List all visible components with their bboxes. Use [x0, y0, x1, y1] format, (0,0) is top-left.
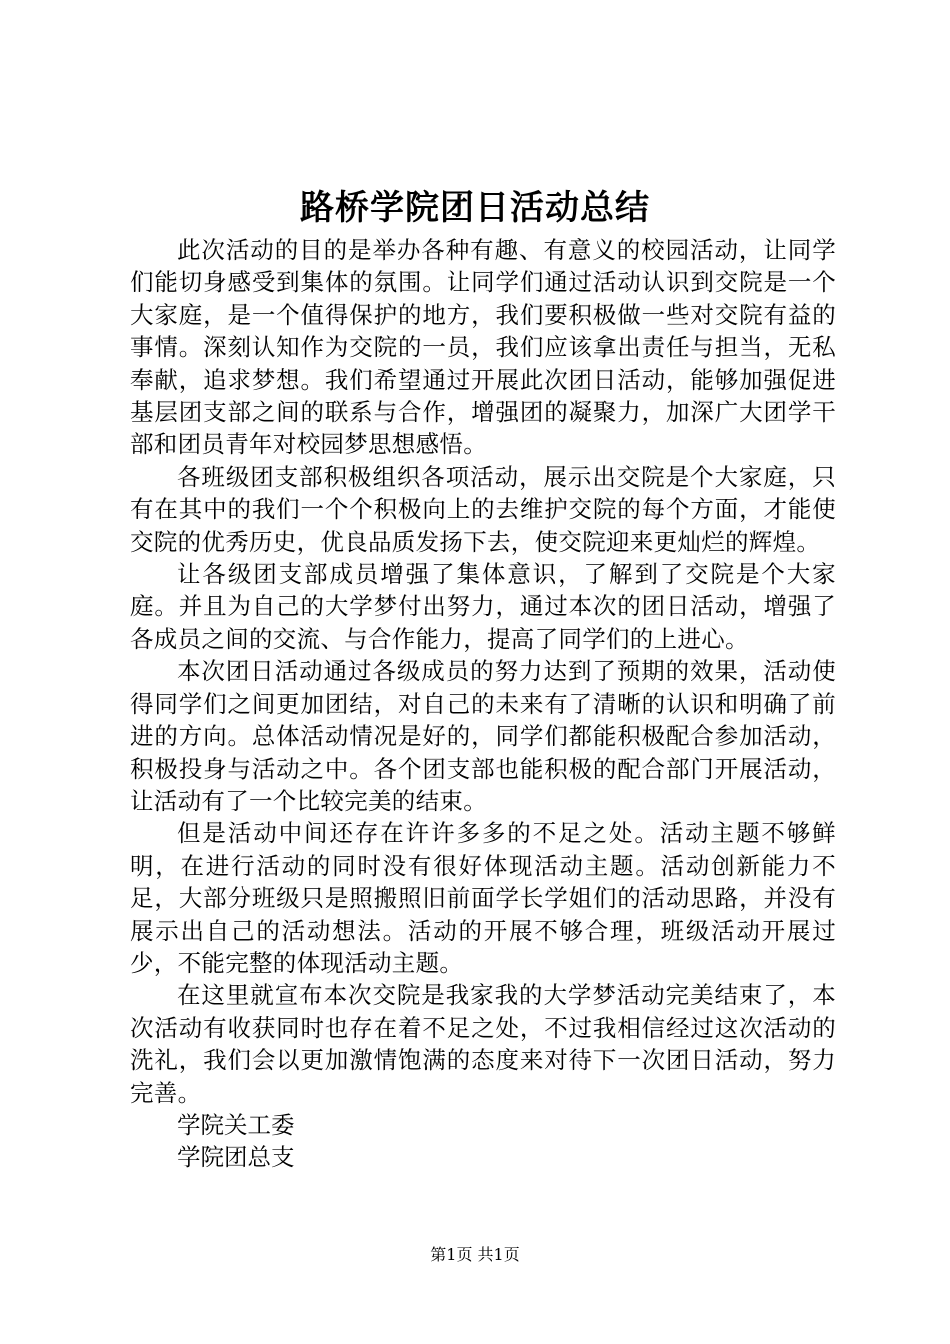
- document-title: 路桥学院团日活动总结: [300, 188, 650, 228]
- paragraph: 在这里就宣布本次交院是我家我的大学梦活动完美结束了，本次活动有收获同时也存在着不足之处，不过我相信经过这次活动的洗礼，我们会以更加激情饱满的态度来对待下一次团日活动，努力完善。: [130, 981, 836, 1107]
- paragraph: 各班级团支部积极组织各项活动，展示出交院是个大家庭，只有在其中的我们一个个积极向上的去维护交院的每个方面，才能使交院的优秀历史，优良品质发扬下去，使交院迎来更灿烂的辉煌。: [130, 462, 836, 556]
- paragraph: 本次团日活动通过各级成员的努力达到了预期的效果，活动使得同学们之间更加团结，对自己的未来有了清晰的认识和明确了前进的方向。总体活动情况是好的，同学们都能积极配合参加活动，积极投身与活动之中。各个团支部也能积极的配合部门开展活动，让活动有了一个比较完美的结束。: [130, 657, 836, 815]
- paragraph: 此次活动的目的是举办各种有趣、有意义的校园活动，让同学们能切身感受到集体的氛围。让同学们通过活动认识到交院是一个大家庭，是一个值得保护的地方，我们要积极做一些对交院有益的事情。深刻认知作为交院的一员，我们应该拿出责任与担当，无私奉献，追求梦想。我们希望通过开展此次团日活动，能够加强促进基层团支部之间的联系与合作，增强团的凝聚力，加深广大团学干部和团员青年对校园梦思想感悟。: [130, 236, 836, 459]
- document-body: [130, 234, 836, 1174]
- paragraph: 但是活动中间还存在许许多多的不足之处。活动主题不够鲜明，在进行活动的同时没有很好体现活动主题。活动创新能力不足，大部分班级只是照搬照旧前面学长学姐们的活动思路，并没有展示出自己的活动想法。活动的开展不够合理，班级活动开展过少，不能完整的体现活动主题。: [130, 819, 836, 977]
- signature-line: 学院团总支: [177, 1143, 295, 1172]
- signature-line: 学院关工委: [177, 1110, 295, 1139]
- paragraph: 让各级团支部成员增强了集体意识，了解到了交院是个大家庭。并且为自己的大学梦付出努力，通过本次的团日活动，增强了各成员之间的交流、与合作能力，提高了同学们的上进心。: [130, 560, 836, 653]
- page-footer: 第1页 共1页: [430, 1245, 520, 1264]
